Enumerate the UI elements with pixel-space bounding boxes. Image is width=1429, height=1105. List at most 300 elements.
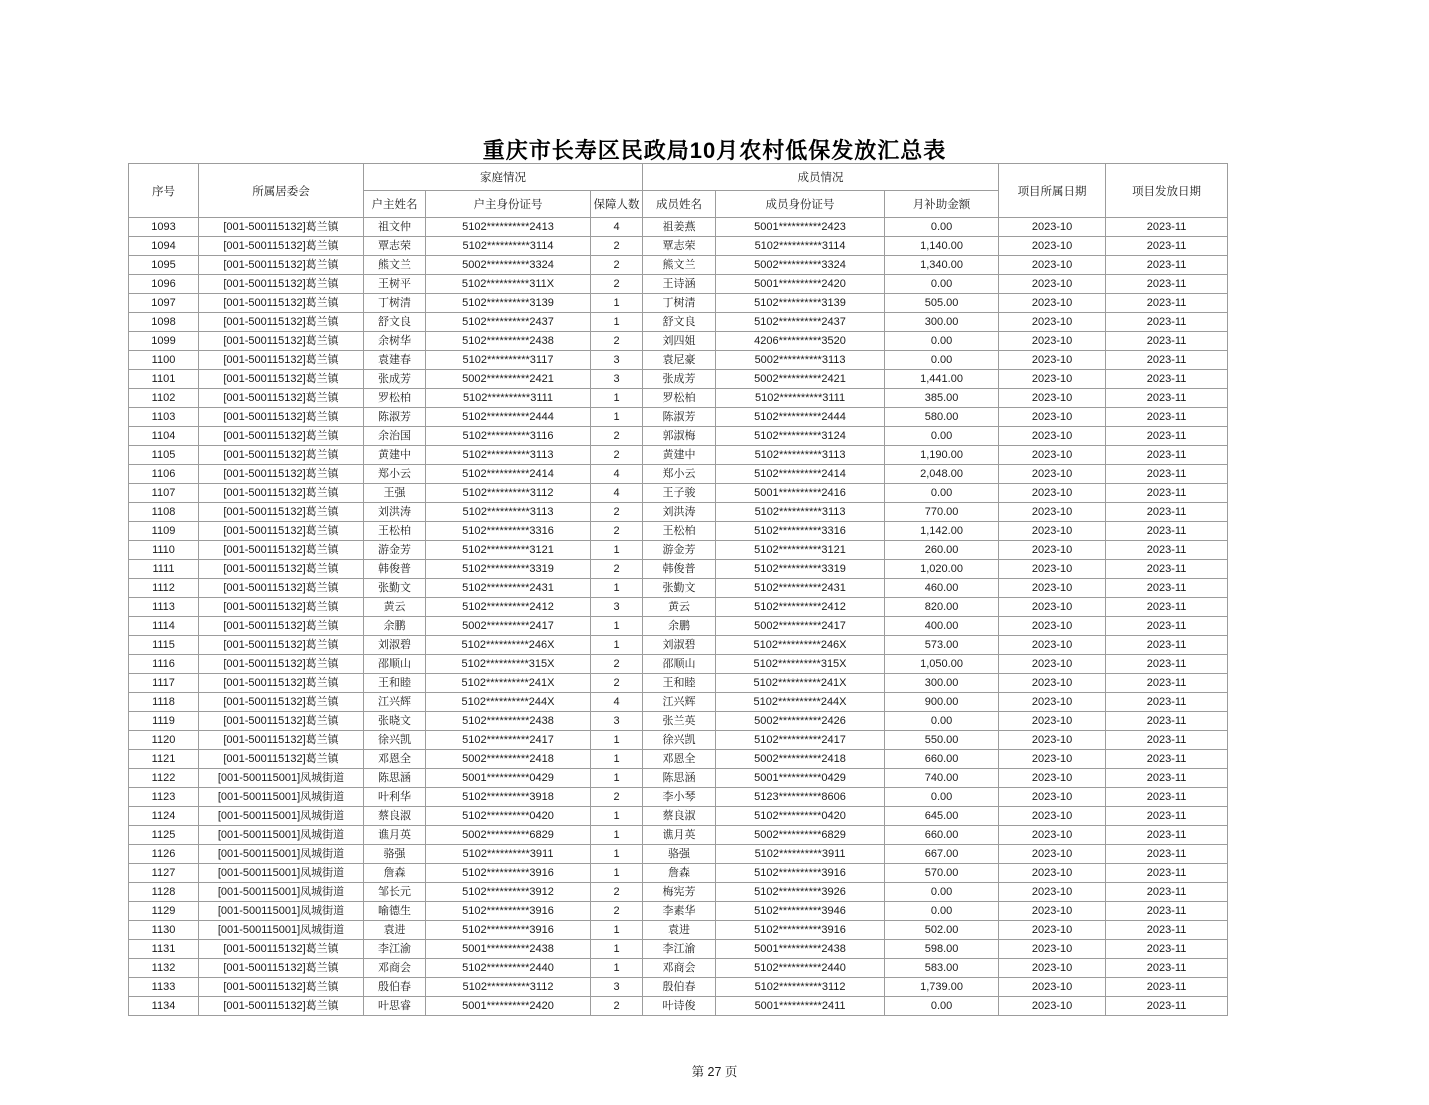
cell-member-id: 5102**********246X (716, 636, 885, 655)
cell-project-month: 2023-10 (999, 598, 1106, 617)
cell-issue-month: 2023-11 (1106, 560, 1228, 579)
cell-monthly-subsidy: 0.00 (885, 332, 999, 351)
cell-member-name: 覃志荣 (643, 237, 716, 256)
col-header-member-name: 成员姓名 (643, 191, 716, 218)
cell-monthly-subsidy: 1,340.00 (885, 256, 999, 275)
cell-serial: 1125 (129, 826, 199, 845)
cell-serial: 1114 (129, 617, 199, 636)
cell-head-id: 5102**********2438 (426, 332, 591, 351)
cell-committee: [001-500115132]葛兰镇 (199, 674, 364, 693)
cell-insured-count: 2 (591, 503, 643, 522)
cell-issue-month: 2023-11 (1106, 750, 1228, 769)
cell-issue-month: 2023-11 (1106, 389, 1228, 408)
cell-insured-count: 1 (591, 750, 643, 769)
cell-head-name: 郑小云 (364, 465, 426, 484)
cell-monthly-subsidy: 570.00 (885, 864, 999, 883)
cell-committee: [001-500115132]葛兰镇 (199, 579, 364, 598)
cell-monthly-subsidy: 660.00 (885, 750, 999, 769)
table-row (129, 294, 1228, 313)
cell-member-name: 王诗涵 (643, 275, 716, 294)
cell-insured-count: 2 (591, 997, 643, 1016)
cell-head-name: 张成芳 (364, 370, 426, 389)
cell-serial: 1101 (129, 370, 199, 389)
cell-serial: 1097 (129, 294, 199, 313)
cell-issue-month: 2023-11 (1106, 332, 1228, 351)
cell-issue-month: 2023-11 (1106, 275, 1228, 294)
col-header-member-id: 成员身份证号 (716, 191, 885, 218)
cell-head-id: 5102**********3911 (426, 845, 591, 864)
cell-committee: [001-500115132]葛兰镇 (199, 959, 364, 978)
cell-insured-count: 1 (591, 294, 643, 313)
cell-issue-month: 2023-11 (1106, 807, 1228, 826)
cell-head-name: 祖文仲 (364, 218, 426, 237)
cell-monthly-subsidy: 460.00 (885, 579, 999, 598)
cell-member-id: 5102**********0420 (716, 807, 885, 826)
cell-member-name: 刘淑碧 (643, 636, 716, 655)
cell-member-id: 5001**********2423 (716, 218, 885, 237)
cell-head-id: 5002**********2418 (426, 750, 591, 769)
cell-monthly-subsidy: 667.00 (885, 845, 999, 864)
cell-issue-month: 2023-11 (1106, 294, 1228, 313)
cell-head-name: 罗松柏 (364, 389, 426, 408)
table-row (129, 769, 1228, 788)
cell-head-id: 5102**********3114 (426, 237, 591, 256)
cell-project-month: 2023-10 (999, 351, 1106, 370)
cell-head-id: 5102**********315X (426, 655, 591, 674)
cell-monthly-subsidy: 0.00 (885, 883, 999, 902)
col-header-serial: 序号 (129, 164, 199, 218)
cell-member-name: 邓商会 (643, 959, 716, 978)
cell-committee: [001-500115132]葛兰镇 (199, 541, 364, 560)
table-row (129, 427, 1228, 446)
cell-serial: 1094 (129, 237, 199, 256)
cell-serial: 1109 (129, 522, 199, 541)
cell-monthly-subsidy: 0.00 (885, 484, 999, 503)
cell-head-name: 詹森 (364, 864, 426, 883)
cell-insured-count: 1 (591, 940, 643, 959)
cell-insured-count: 3 (591, 978, 643, 997)
table-row (129, 218, 1228, 237)
cell-committee: [001-500115132]葛兰镇 (199, 997, 364, 1016)
cell-project-month: 2023-10 (999, 826, 1106, 845)
cell-project-month: 2023-10 (999, 446, 1106, 465)
cell-issue-month: 2023-11 (1106, 256, 1228, 275)
cell-issue-month: 2023-11 (1106, 731, 1228, 750)
table-row (129, 389, 1228, 408)
cell-project-month: 2023-10 (999, 921, 1106, 940)
cell-monthly-subsidy: 1,050.00 (885, 655, 999, 674)
cell-committee: [001-500115132]葛兰镇 (199, 978, 364, 997)
cell-insured-count: 3 (591, 370, 643, 389)
cell-member-id: 5002**********2421 (716, 370, 885, 389)
cell-issue-month: 2023-11 (1106, 218, 1228, 237)
cell-committee: [001-500115001]凤城街道 (199, 826, 364, 845)
cell-head-id: 5102**********246X (426, 636, 591, 655)
cell-serial: 1102 (129, 389, 199, 408)
cell-monthly-subsidy: 740.00 (885, 769, 999, 788)
cell-issue-month: 2023-11 (1106, 541, 1228, 560)
cell-monthly-subsidy: 0.00 (885, 351, 999, 370)
cell-insured-count: 2 (591, 332, 643, 351)
col-header-head-name: 户主姓名 (364, 191, 426, 218)
table-row (129, 503, 1228, 522)
cell-member-name: 王松柏 (643, 522, 716, 541)
cell-project-month: 2023-10 (999, 788, 1106, 807)
cell-insured-count: 2 (591, 427, 643, 446)
cell-insured-count: 2 (591, 522, 643, 541)
cell-monthly-subsidy: 1,142.00 (885, 522, 999, 541)
cell-head-name: 谯月英 (364, 826, 426, 845)
table-row (129, 826, 1228, 845)
cell-serial: 1123 (129, 788, 199, 807)
cell-monthly-subsidy: 645.00 (885, 807, 999, 826)
cell-committee: [001-500115132]葛兰镇 (199, 332, 364, 351)
cell-serial: 1132 (129, 959, 199, 978)
cell-head-id: 5102**********2438 (426, 712, 591, 731)
col-header-issue-month: 项目发放日期 (1106, 164, 1228, 218)
cell-insured-count: 1 (591, 313, 643, 332)
cell-issue-month: 2023-11 (1106, 579, 1228, 598)
table-row (129, 636, 1228, 655)
cell-member-name: 李素华 (643, 902, 716, 921)
cell-project-month: 2023-10 (999, 902, 1106, 921)
cell-head-name: 游金芳 (364, 541, 426, 560)
cell-insured-count: 1 (591, 807, 643, 826)
cell-head-id: 5102**********2413 (426, 218, 591, 237)
cell-insured-count: 2 (591, 237, 643, 256)
cell-member-name: 余鹏 (643, 617, 716, 636)
cell-head-name: 骆强 (364, 845, 426, 864)
cell-serial: 1103 (129, 408, 199, 427)
cell-serial: 1129 (129, 902, 199, 921)
cell-head-name: 余治国 (364, 427, 426, 446)
cell-head-name: 余鹏 (364, 617, 426, 636)
cell-head-name: 叶利华 (364, 788, 426, 807)
cell-serial: 1095 (129, 256, 199, 275)
cell-committee: [001-500115132]葛兰镇 (199, 731, 364, 750)
col-header-insured-count: 保障人数 (591, 191, 643, 218)
cell-issue-month: 2023-11 (1106, 446, 1228, 465)
cell-member-name: 罗松柏 (643, 389, 716, 408)
cell-project-month: 2023-10 (999, 370, 1106, 389)
cell-member-name: 刘四姐 (643, 332, 716, 351)
cell-member-id: 5102**********3124 (716, 427, 885, 446)
cell-serial: 1111 (129, 560, 199, 579)
cell-member-id: 5002**********2418 (716, 750, 885, 769)
cell-member-id: 5102**********3926 (716, 883, 885, 902)
table-row (129, 579, 1228, 598)
cell-project-month: 2023-10 (999, 712, 1106, 731)
cell-insured-count: 1 (591, 579, 643, 598)
cell-monthly-subsidy: 660.00 (885, 826, 999, 845)
group-header-member: 成员情况 (643, 164, 999, 191)
table-row (129, 731, 1228, 750)
cell-committee: [001-500115001]凤城街道 (199, 845, 364, 864)
cell-issue-month: 2023-11 (1106, 313, 1228, 332)
cell-head-name: 熊文兰 (364, 256, 426, 275)
page-title: 重庆市长寿区民政局10月农村低保发放汇总表 (482, 138, 947, 163)
cell-monthly-subsidy: 260.00 (885, 541, 999, 560)
cell-committee: [001-500115132]葛兰镇 (199, 351, 364, 370)
cell-committee: [001-500115132]葛兰镇 (199, 560, 364, 579)
cell-issue-month: 2023-11 (1106, 959, 1228, 978)
cell-committee: [001-500115132]葛兰镇 (199, 693, 364, 712)
cell-project-month: 2023-10 (999, 560, 1106, 579)
cell-head-id: 5102**********3112 (426, 978, 591, 997)
table-row (129, 313, 1228, 332)
cell-member-id: 5102**********3112 (716, 978, 885, 997)
cell-project-month: 2023-10 (999, 408, 1106, 427)
cell-insured-count: 1 (591, 541, 643, 560)
cell-project-month: 2023-10 (999, 978, 1106, 997)
cell-head-name: 殷伯春 (364, 978, 426, 997)
cell-project-month: 2023-10 (999, 275, 1106, 294)
cell-committee: [001-500115132]葛兰镇 (199, 636, 364, 655)
table-row (129, 237, 1228, 256)
cell-member-id: 5102**********2414 (716, 465, 885, 484)
cell-committee: [001-500115132]葛兰镇 (199, 712, 364, 731)
cell-member-name: 陈思涵 (643, 769, 716, 788)
cell-committee: [001-500115132]葛兰镇 (199, 313, 364, 332)
cell-head-name: 邵顺山 (364, 655, 426, 674)
cell-committee: [001-500115132]葛兰镇 (199, 750, 364, 769)
cell-monthly-subsidy: 900.00 (885, 693, 999, 712)
cell-monthly-subsidy: 300.00 (885, 313, 999, 332)
cell-serial: 1116 (129, 655, 199, 674)
cell-head-id: 5102**********3112 (426, 484, 591, 503)
cell-serial: 1108 (129, 503, 199, 522)
cell-serial: 1134 (129, 997, 199, 1016)
cell-insured-count: 1 (591, 959, 643, 978)
cell-serial: 1124 (129, 807, 199, 826)
cell-project-month: 2023-10 (999, 845, 1106, 864)
cell-serial: 1107 (129, 484, 199, 503)
cell-insured-count: 2 (591, 275, 643, 294)
cell-serial: 1133 (129, 978, 199, 997)
table-row (129, 807, 1228, 826)
cell-committee: [001-500115001]凤城街道 (199, 921, 364, 940)
cell-member-name: 邓恩全 (643, 750, 716, 769)
cell-committee: [001-500115132]葛兰镇 (199, 294, 364, 313)
cell-project-month: 2023-10 (999, 389, 1106, 408)
cell-issue-month: 2023-11 (1106, 902, 1228, 921)
cell-issue-month: 2023-11 (1106, 484, 1228, 503)
table-body (129, 218, 1228, 1016)
cell-head-name: 王树平 (364, 275, 426, 294)
cell-project-month: 2023-10 (999, 693, 1106, 712)
cell-project-month: 2023-10 (999, 940, 1106, 959)
cell-project-month: 2023-10 (999, 503, 1106, 522)
cell-head-id: 5001**********0429 (426, 769, 591, 788)
table-row (129, 940, 1228, 959)
cell-insured-count: 1 (591, 408, 643, 427)
cell-monthly-subsidy: 0.00 (885, 788, 999, 807)
cell-project-month: 2023-10 (999, 218, 1106, 237)
cell-monthly-subsidy: 0.00 (885, 427, 999, 446)
cell-head-id: 5102**********3117 (426, 351, 591, 370)
cell-committee: [001-500115001]凤城街道 (199, 864, 364, 883)
cell-committee: [001-500115132]葛兰镇 (199, 237, 364, 256)
cell-monthly-subsidy: 400.00 (885, 617, 999, 636)
cell-insured-count: 2 (591, 655, 643, 674)
cell-member-id: 5002**********6829 (716, 826, 885, 845)
cell-head-name: 余树华 (364, 332, 426, 351)
cell-project-month: 2023-10 (999, 883, 1106, 902)
table-row (129, 446, 1228, 465)
cell-insured-count: 2 (591, 674, 643, 693)
cell-serial: 1120 (129, 731, 199, 750)
cell-monthly-subsidy: 573.00 (885, 636, 999, 655)
cell-member-name: 游金芳 (643, 541, 716, 560)
cell-head-id: 5102**********2437 (426, 313, 591, 332)
cell-head-id: 5102**********3319 (426, 560, 591, 579)
cell-committee: [001-500115001]凤城街道 (199, 807, 364, 826)
cell-member-id: 5102**********3319 (716, 560, 885, 579)
cell-issue-month: 2023-11 (1106, 427, 1228, 446)
cell-committee: [001-500115132]葛兰镇 (199, 275, 364, 294)
cell-member-id: 5123**********8606 (716, 788, 885, 807)
cell-issue-month: 2023-11 (1106, 408, 1228, 427)
cell-project-month: 2023-10 (999, 807, 1106, 826)
cell-head-id: 5102**********3918 (426, 788, 591, 807)
cell-member-name: 叶诗俊 (643, 997, 716, 1016)
table-row (129, 484, 1228, 503)
cell-member-name: 骆强 (643, 845, 716, 864)
cell-monthly-subsidy: 770.00 (885, 503, 999, 522)
cell-committee: [001-500115001]凤城街道 (199, 788, 364, 807)
cell-member-id: 5102**********3916 (716, 921, 885, 940)
cell-monthly-subsidy: 550.00 (885, 731, 999, 750)
table-row (129, 978, 1228, 997)
cell-head-name: 丁树清 (364, 294, 426, 313)
cell-head-name: 喻德生 (364, 902, 426, 921)
cell-insured-count: 1 (591, 845, 643, 864)
cell-insured-count: 2 (591, 883, 643, 902)
cell-head-id: 5001**********2420 (426, 997, 591, 1016)
cell-monthly-subsidy: 1,739.00 (885, 978, 999, 997)
table-row (129, 959, 1228, 978)
cell-head-name: 王松柏 (364, 522, 426, 541)
cell-member-name: 蔡良淑 (643, 807, 716, 826)
cell-issue-month: 2023-11 (1106, 655, 1228, 674)
cell-serial: 1113 (129, 598, 199, 617)
cell-head-id: 5102**********2414 (426, 465, 591, 484)
cell-committee: [001-500115132]葛兰镇 (199, 427, 364, 446)
cell-head-name: 邓恩全 (364, 750, 426, 769)
cell-issue-month: 2023-11 (1106, 598, 1228, 617)
cell-head-name: 王和睦 (364, 674, 426, 693)
subsidy-summary-table (128, 163, 1228, 1016)
cell-member-id: 5001**********2411 (716, 997, 885, 1016)
cell-insured-count: 2 (591, 560, 643, 579)
cell-member-name: 黄云 (643, 598, 716, 617)
cell-project-month: 2023-10 (999, 541, 1106, 560)
table-row (129, 997, 1228, 1016)
cell-issue-month: 2023-11 (1106, 864, 1228, 883)
cell-member-name: 韩俊普 (643, 560, 716, 579)
cell-issue-month: 2023-11 (1106, 921, 1228, 940)
cell-issue-month: 2023-11 (1106, 712, 1228, 731)
group-header-family: 家庭情况 (364, 164, 643, 191)
cell-head-id: 5102**********3916 (426, 921, 591, 940)
cell-project-month: 2023-10 (999, 864, 1106, 883)
cell-project-month: 2023-10 (999, 636, 1106, 655)
cell-serial: 1121 (129, 750, 199, 769)
cell-member-id: 5102**********3113 (716, 503, 885, 522)
cell-issue-month: 2023-11 (1106, 674, 1228, 693)
table-row (129, 712, 1228, 731)
cell-issue-month: 2023-11 (1106, 693, 1228, 712)
cell-insured-count: 4 (591, 465, 643, 484)
cell-insured-count: 1 (591, 769, 643, 788)
cell-insured-count: 1 (591, 826, 643, 845)
cell-serial: 1110 (129, 541, 199, 560)
cell-head-id: 5102**********3139 (426, 294, 591, 313)
cell-member-name: 袁进 (643, 921, 716, 940)
cell-member-name: 王子骏 (643, 484, 716, 503)
cell-head-id: 5102**********3113 (426, 446, 591, 465)
cell-head-name: 邓商会 (364, 959, 426, 978)
col-header-monthly-subsidy: 月补助金额 (885, 191, 999, 218)
cell-insured-count: 1 (591, 921, 643, 940)
col-header-committee: 所属居委会 (199, 164, 364, 218)
cell-monthly-subsidy: 0.00 (885, 902, 999, 921)
cell-insured-count: 1 (591, 389, 643, 408)
header-row-groups (129, 164, 1228, 191)
cell-member-id: 5002**********3324 (716, 256, 885, 275)
cell-member-id: 5001**********2438 (716, 940, 885, 959)
cell-monthly-subsidy: 0.00 (885, 218, 999, 237)
cell-serial: 1099 (129, 332, 199, 351)
cell-member-id: 5102**********3114 (716, 237, 885, 256)
cell-serial: 1130 (129, 921, 199, 940)
cell-committee: [001-500115132]葛兰镇 (199, 446, 364, 465)
cell-member-name: 陈淑芳 (643, 408, 716, 427)
cell-head-name: 蔡良淑 (364, 807, 426, 826)
cell-head-id: 5102**********3912 (426, 883, 591, 902)
table-row (129, 655, 1228, 674)
cell-issue-month: 2023-11 (1106, 769, 1228, 788)
cell-project-month: 2023-10 (999, 427, 1106, 446)
cell-committee: [001-500115132]葛兰镇 (199, 465, 364, 484)
cell-member-name: 王和睦 (643, 674, 716, 693)
cell-head-id: 5102**********2412 (426, 598, 591, 617)
cell-issue-month: 2023-11 (1106, 351, 1228, 370)
cell-serial: 1098 (129, 313, 199, 332)
cell-head-name: 韩俊普 (364, 560, 426, 579)
cell-insured-count: 1 (591, 636, 643, 655)
cell-member-id: 5102**********2417 (716, 731, 885, 750)
cell-head-id: 5002**********3324 (426, 256, 591, 275)
cell-serial: 1100 (129, 351, 199, 370)
cell-member-id: 5001**********0429 (716, 769, 885, 788)
cell-committee: [001-500115132]葛兰镇 (199, 484, 364, 503)
cell-member-name: 谯月英 (643, 826, 716, 845)
cell-head-id: 5102**********2440 (426, 959, 591, 978)
cell-member-name: 李小琴 (643, 788, 716, 807)
cell-head-name: 邹长元 (364, 883, 426, 902)
cell-member-name: 邵顺山 (643, 655, 716, 674)
cell-head-id: 5102**********3316 (426, 522, 591, 541)
cell-issue-month: 2023-11 (1106, 636, 1228, 655)
cell-head-name: 叶思睿 (364, 997, 426, 1016)
cell-member-id: 5102**********241X (716, 674, 885, 693)
cell-committee: [001-500115132]葛兰镇 (199, 370, 364, 389)
cell-head-name: 刘洪涛 (364, 503, 426, 522)
cell-monthly-subsidy: 1,441.00 (885, 370, 999, 389)
cell-head-name: 李江渝 (364, 940, 426, 959)
cell-head-id: 5102**********3916 (426, 864, 591, 883)
